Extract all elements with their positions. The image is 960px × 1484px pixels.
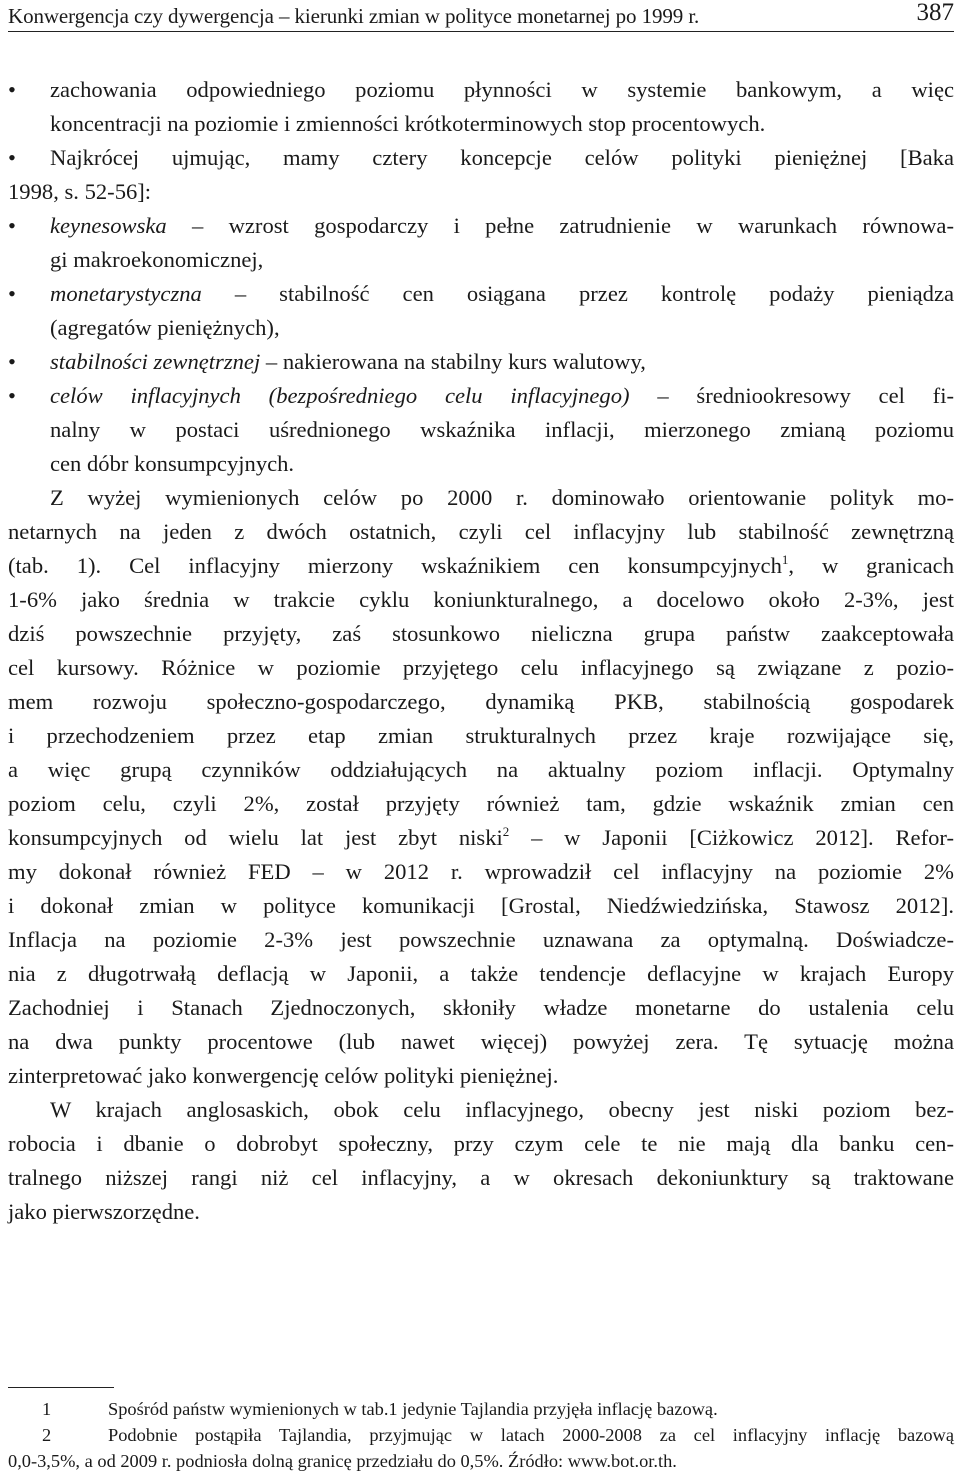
bullet-icon: •	[8, 145, 16, 170]
page-number: 387	[916, 0, 954, 26]
text-line: cen dóbr konsumpcyjnych.	[50, 451, 295, 476]
text-line: nia z długotrwałą deflacją w Japonii, a także tendencje deflacyjne w krajach Europy	[8, 961, 954, 986]
text-line: gi makroekonomicznej,	[50, 247, 264, 272]
bullet-item-external-stability	[8, 345, 954, 379]
text-line: dziś powszechnie przyjęty, zaś stosunkowo nieliczna grupa państw zaakceptowała	[8, 621, 954, 646]
footnote-text: Podobnie postąpiła Tajlandia, przyjmując w latach 2000-2008 za cel inflacyjny inflację bazową	[108, 1425, 954, 1445]
text-line	[8, 821, 954, 855]
text-fragment: , w granicach	[788, 553, 954, 578]
text-line	[8, 549, 954, 583]
text-line: – wzrost gospodarczy i pełne zatrudnienie w warunkach równowa-	[166, 213, 954, 238]
bullet-icon: •	[8, 77, 16, 102]
concept-term: celów inflacyjnych (bezpośredniego celu inflacyjnego)	[50, 383, 630, 408]
body-text	[8, 73, 954, 1229]
text-line: koncentracji na poziomie i zmienności krótkoterminowych stop procentowych.	[50, 111, 766, 136]
text-line: – nakierowana na stabilny kurs walutowy,	[260, 349, 646, 374]
text-line: netarnych na jeden z dwóch ostatnich, czyli cel inflacyjny lub stabilność zewnętrzną	[8, 519, 954, 544]
text-line: Z wyżej wymienionych celów po 2000 r. dominowało orientowanie polityk mo-	[50, 485, 954, 510]
running-title: Konwergencja czy dywergencja – kierunki zmian w polityce monetarnej po 1999 r.	[8, 4, 700, 28]
footnote-ref-1[interactable]: 1	[781, 552, 789, 567]
bullet-item-summary	[8, 141, 954, 175]
text-line: (agregatów pieniężnych),	[50, 315, 280, 340]
footnote-2	[8, 1422, 954, 1448]
text-line: 1-6% jako średnia w trakcie cyklu koniunkturalnego, a docelowo około 2-3%, jest	[8, 587, 954, 612]
text-line: Zachodniej i Stanach Zjednoczonych, skłoniły władze monetarne do ustalenia celu	[8, 995, 954, 1020]
text-line: nalny w postaci uśrednionego wskaźnika inflacji, mierzonego zmianą poziomu	[50, 417, 954, 442]
text-line: tralnego niższej rangi niż cel inflacyjny, a w okresach dekoniunktury są traktowane	[8, 1165, 954, 1190]
header-rule	[8, 31, 954, 32]
concept-term: keynesowska	[50, 213, 167, 238]
footnote-ref-2[interactable]: 2	[502, 824, 510, 839]
text-line: jako pierwszorzędne.	[8, 1199, 200, 1224]
bullet-item-monetarist	[8, 277, 954, 311]
footnote-rule	[8, 1387, 114, 1388]
bullet-icon: •	[8, 213, 16, 238]
text-line: W krajach anglosaskich, obok celu inflacyjnego, obecny jest niski poziom bez-	[50, 1097, 954, 1122]
bullet-item-liquidity	[8, 73, 954, 107]
text-line: i dokonał zmian w polityce komunikacji [Grostal, Niedźwiedzińska, Stawosz 2012].	[8, 893, 954, 918]
text-line: i przechodzeniem przez etap zmian strukturalnych przez kraje rozwijające się,	[8, 723, 954, 748]
text-line: poziom celu, czyli 2%, został przyjęty również tam, gdzie wskaźnik zmian cen	[8, 791, 954, 816]
bullet-icon: •	[8, 349, 16, 374]
footnote-text: Spośród państw wymienionych w tab.1 jedynie Tajlandia przyjęła inflację bazową.	[108, 1399, 718, 1419]
footnote-1	[8, 1396, 954, 1422]
bullet-item-inflation-targets	[8, 379, 954, 413]
text-line: a więc grupą czynników oddziałujących na aktualny poziom inflacji. Optymalny	[8, 757, 954, 782]
text-fragment: konsumpcyjnych od wielu lat jest zbyt niski	[8, 825, 503, 850]
bullet-icon: •	[8, 383, 16, 408]
concept-term: monetarystyczna	[50, 281, 202, 306]
footnotes	[8, 1396, 954, 1474]
text-line: 1998, s. 52-56]:	[8, 179, 152, 204]
text-line: zachowania odpowiedniego poziomu płynności w systemie bankowym, a więc	[50, 77, 954, 102]
bullet-item-keynesian	[8, 209, 954, 243]
footnote-number: 2	[42, 1425, 52, 1445]
text-fragment: (tab. 1). Cel inflacyjny mierzony wskaźnikiem cen konsumpcyjnych	[8, 553, 782, 578]
text-fragment: – w Japonii [Ciżkowicz 2012]. Refor-	[509, 825, 954, 850]
text-line: Najkrócej ujmując, mamy cztery koncepcje celów polityki pieniężnej [Baka	[50, 145, 954, 170]
footnote-number: 1	[42, 1399, 52, 1419]
text-line: mem rozwoju społeczno-gospodarczego, dynamiką PKB, stabilnością gospodarek	[8, 689, 954, 714]
text-line: robocia i dbanie o dobrobyt społeczny, przy czym cele te nie mają dla banku cen-	[8, 1131, 954, 1156]
footnote-2-continued: 0,0-3,5%, a od 2009 r. podniosła dolną granicę przedziału do 0,5%. Źródło: www.bot.or.th.	[8, 1451, 677, 1471]
text-line: zinterpretować jako konwergencję celów polityki pieniężnej.	[8, 1063, 559, 1088]
text-line: Inflacja na poziomie 2-3% jest powszechnie uznawana za optymalną. Doświadcze-	[8, 927, 954, 952]
text-line: – średniookresowy cel fi-	[629, 383, 954, 408]
text-line: – stabilność cen osiągana przez kontrolę podaży pieniądza	[201, 281, 954, 306]
bullet-icon: •	[8, 281, 16, 306]
running-header	[8, 0, 954, 30]
text-line: cel kursowy. Różnice w poziomie przyjętego celu inflacyjnego są związane z pozio-	[8, 655, 954, 680]
text-line: my dokonał również FED – w 2012 r. wprowadził cel inflacyjny na poziomie 2%	[8, 859, 954, 884]
text-line: na dwa punkty procentowe (lub nawet więcej) powyżej zera. Tę sytuację można	[8, 1029, 954, 1054]
concept-term: stabilności zewnętrznej	[50, 349, 261, 374]
